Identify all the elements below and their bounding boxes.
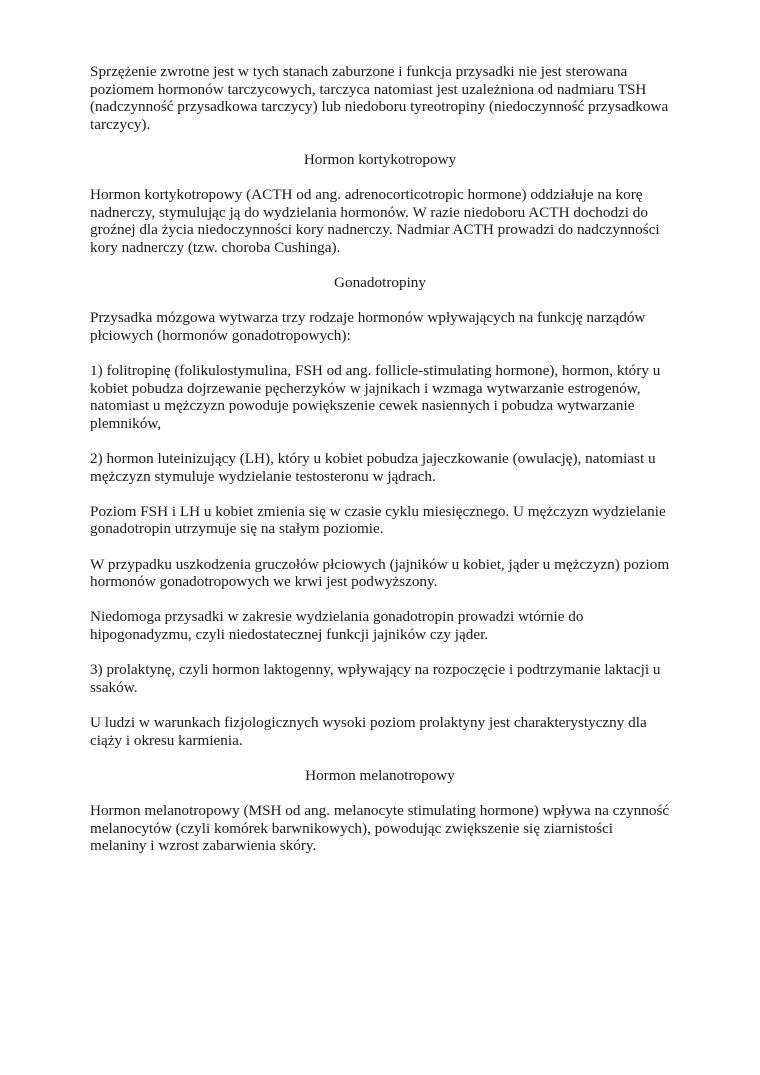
paragraph-fsh: 1) folitropinę (folikulostymulina, FSH od ang. follicle-stimulating hormone), hormon, który u kobiet pobudza dojrzewanie pęcherzyków w jajnikach i wzmaga wytwarzanie estrogenów, natomiast u mężczyzn powoduje powiększenie cewek nasiennych i pobudza wytwarzanie plemników, [90,362,661,432]
heading-acth: Hormon kortykotropowy [303,150,457,168]
paragraph-lh: 2) hormon luteinizujący (LH), który u kobiet pobudza jajeczkowanie (owulację), natomiast u mężczyzn stymuluje wydzielanie testosteronu w jądrach. [90,450,656,485]
paragraph-acth: Hormon kortykotropowy (ACTH od ang. adrenocorticotropic hormone) oddziałuje na korę nadnerczy, stymulując ją do wydzielania hormonów. W razie niedoboru ACTH dochodzi do groźnej dla życia niedoczynności kory nadnerczy. Nadmiar ACTH prowadzi do nadczynności kory nadnerczy (tzw. choroba Cushinga). [90,186,660,256]
document-body [90,63,670,872]
paragraph-gonadotropins-intro: Przysadka mózgowa wytwarza trzy rodzaje hormonów wpływających na funkcję narządów płciowych (hormonów gonadotropowych): [90,309,646,344]
heading-gonadotropins: Gonadotropiny [334,274,426,292]
paragraph-insufficiency: Niedomoga przysadki w zakresie wydzielania gonadotropin prowadzi wtórnie do hipogonadyzmu, czyli niedostatecznej funkcji jajników czy jąder. [90,608,584,643]
paragraph-feedback: Sprzężenie zwrotne jest w tych stanach zaburzone i funkcja przysadki nie jest sterowana poziomem hormonów tarczycowych, tarczyca natomiast jest uzależniona od nadmiaru TSH (nadczynność przysadkowa tarczycy) lub niedoboru tyreotropiny (niedoczynność przysadkowa tarczycy). [90,63,669,133]
heading-msh: Hormon melanotropowy [305,766,455,784]
paragraph-gonad-damage: W przypadku uszkodzenia gruczołów płciowych (jajników u kobiet, jąder u mężczyzn) poziom hormonów gonadotropowych we krwi jest podwyższony. [90,555,670,591]
paragraph-msh: Hormon melanotropowy (MSH od ang. melanocyte stimulating hormone) wpływa na czynność melanocytów (czyli komórek barwnikowych), powodując zwiększenie się ziarnistości melaniny i wzrost zabarwienia skóry. [90,801,670,855]
paragraph-prolactin-level: U ludzi w warunkach fizjologicznych wysoki poziom prolaktyny jest charakterystyczny dla ciąży i okresu karmienia. [90,713,647,749]
paragraph-cycle: Poziom FSH i LH u kobiet zmienia się w czasie cyklu miesięcznego. U mężczyzn wydzielanie gonadotropin utrzymuje się na stałym poziomie. [90,502,666,538]
paragraph-prolactin: 3) prolaktynę, czyli hormon laktogenny, wpływający na rozpoczęcie i podtrzymanie laktacji u ssaków. [90,661,661,696]
